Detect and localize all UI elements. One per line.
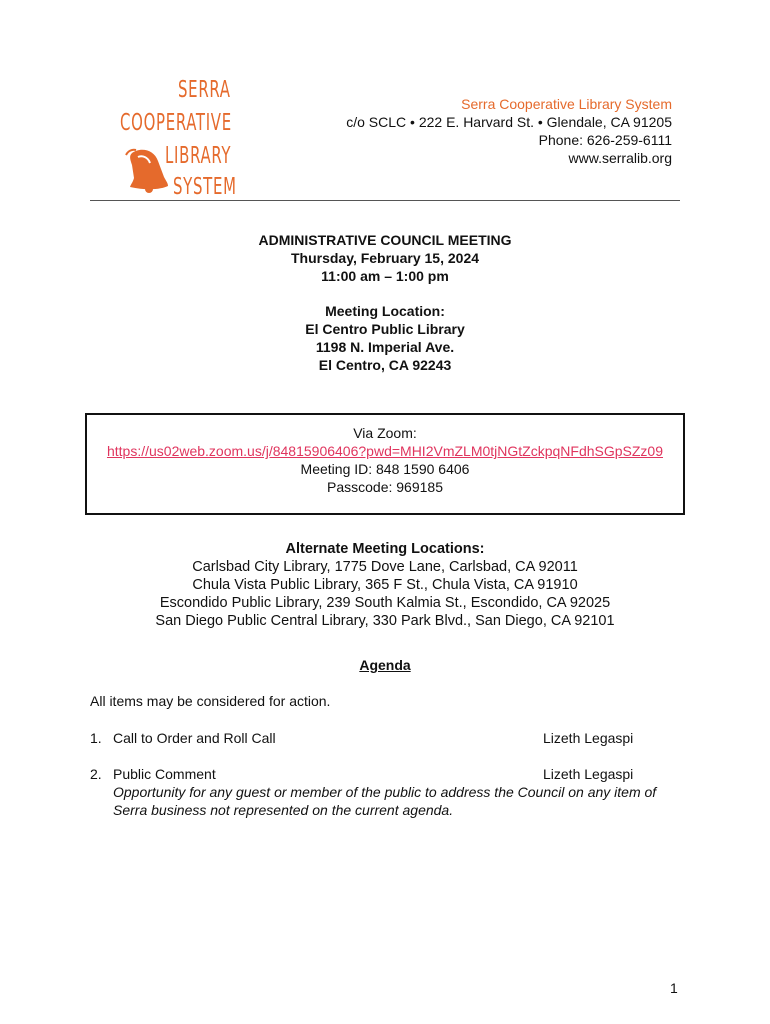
- zoom-label: Via Zoom:: [353, 425, 417, 441]
- agenda-intro: All items may be considered for action.: [90, 693, 331, 709]
- logo-line-serra: SERRA: [178, 77, 231, 103]
- agenda-item-description: Opportunity for any guest or member of the public to address the Council on any item of Serra business not represented on the current agenda.: [113, 784, 657, 818]
- logo-line-library: LIBRARY: [165, 143, 232, 169]
- location-name: El Centro Public Library: [305, 321, 465, 337]
- location-label: Meeting Location:: [325, 303, 445, 319]
- meeting-title-block: [90, 231, 680, 285]
- agenda-item-label: Public Comment: [113, 766, 216, 782]
- logo-line-cooperative: COOPERATIVE: [120, 110, 232, 136]
- agenda-item-person: Lizeth Legaspi: [543, 766, 634, 782]
- meeting-location-block: [90, 302, 680, 374]
- alternate-heading: Alternate Meeting Locations:: [285, 541, 485, 557]
- page-number: 1: [670, 980, 678, 996]
- logo-line-system: SYSTEM: [173, 174, 237, 200]
- agenda-item-number: 2.: [90, 766, 102, 782]
- meeting-date: Thursday, February 15, 2024: [290, 250, 480, 266]
- agenda-item-number: 1.: [90, 730, 102, 746]
- org-name: Serra Cooperative Library System: [461, 96, 672, 112]
- alternate-location: Carlsbad City Library, 1775 Dove Lane, Carlsbad, CA 92011: [192, 559, 578, 575]
- alternate-location: San Diego Public Central Library, 330 Park Blvd., San Diego, CA 92101: [155, 613, 615, 629]
- org-phone: Phone: 626-259-6111: [538, 132, 672, 148]
- alternate-locations-block: [90, 540, 680, 630]
- location-street: 1198 N. Imperial Ave.: [315, 339, 455, 355]
- org-address: c/o SCLC • 222 E. Harvard St. • Glendale, CA 91205: [346, 114, 672, 130]
- zoom-meeting-id: Meeting ID: 848 1590 6406: [300, 461, 470, 477]
- org-website[interactable]: www.serralib.org: [568, 150, 672, 166]
- zoom-info-box: [85, 413, 685, 515]
- header-divider: [90, 200, 680, 201]
- serra-logo: [110, 75, 250, 200]
- bell-icon: [124, 147, 170, 195]
- agenda-title: Agenda: [359, 657, 411, 673]
- meeting-title: ADMINISTRATIVE COUNCIL MEETING: [258, 232, 512, 248]
- agenda-item-label: Call to Order and Roll Call: [113, 730, 276, 746]
- zoom-link[interactable]: https://us02web.zoom.us/j/84815906406?pwd=MHI2VmZLM0tjNGtZckpqNFdhSGpSZz09: [106, 443, 663, 459]
- alternate-location: Chula Vista Public Library, 365 F St., Chula Vista, CA 91910: [192, 577, 578, 593]
- location-city: El Centro, CA 92243: [318, 357, 452, 373]
- alternate-location: Escondido Public Library, 239 South Kalmia St., Escondido, CA 92025: [159, 595, 611, 611]
- meeting-time: 11:00 am – 1:00 pm: [321, 268, 449, 284]
- agenda-item-person: Lizeth Legaspi: [543, 730, 634, 746]
- zoom-passcode: Passcode: 969185: [327, 479, 443, 495]
